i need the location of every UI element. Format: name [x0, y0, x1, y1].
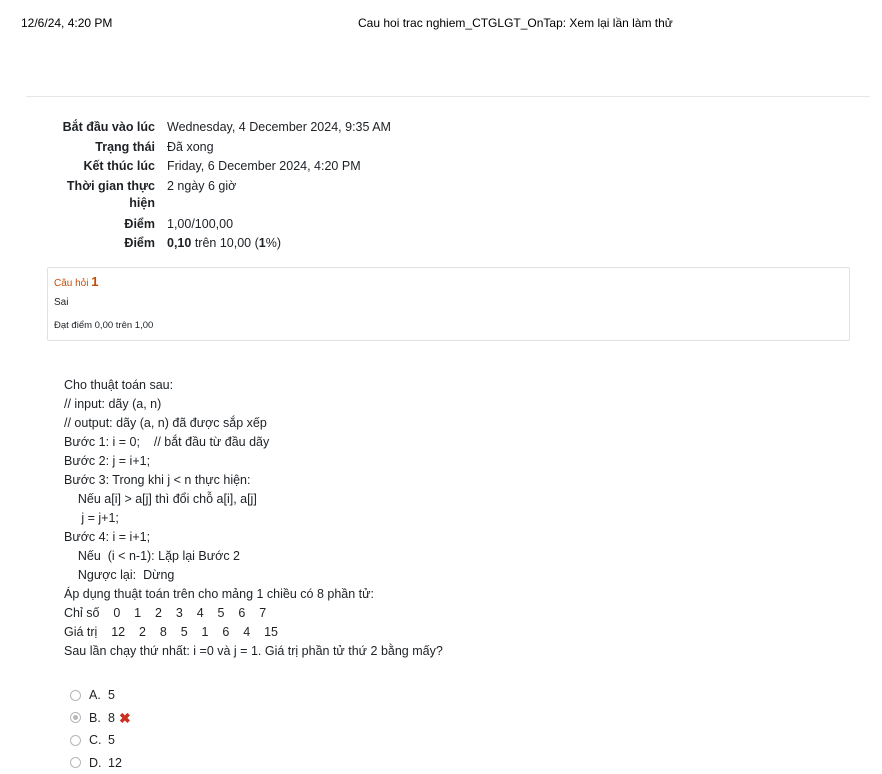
- summary-row-marks: [40, 215, 427, 235]
- question-state: Sai: [54, 297, 68, 308]
- summary-label: Bắt đầu vào lúc: [40, 118, 167, 138]
- question-text-line: Nếu (i < n-1): Lặp lại Bước 2: [64, 547, 443, 566]
- grade-percent: 1: [259, 236, 266, 250]
- summary-value: 1,00/100,00: [167, 215, 427, 235]
- question-text-line: // input: dãy (a, n): [64, 395, 443, 414]
- grade-text-end: %): [266, 236, 281, 250]
- question-text-line: Cho thuật toán sau:: [64, 376, 443, 395]
- summary-row-state: [40, 138, 427, 158]
- answer-letter: C.: [89, 733, 108, 747]
- grade-value: 0,10: [167, 236, 191, 250]
- summary-row-started: [40, 118, 427, 138]
- grade-text: trên 10,00 (: [191, 236, 258, 250]
- answer-text: 5: [108, 733, 115, 747]
- question-grade: Đạt điểm 0,00 trên 1,00: [54, 320, 153, 331]
- answer-text: 5: [108, 688, 115, 702]
- answer-text: 8: [108, 711, 115, 725]
- question-text-line: Sau lần chạy thứ nhất: i =0 và j = 1. Giá trị phần tử thứ 2 bằng mấy?: [64, 642, 443, 661]
- header-divider: [26, 96, 870, 97]
- answer-option-b[interactable]: [70, 707, 131, 730]
- answer-letter: B.: [89, 711, 108, 725]
- summary-value: Wednesday, 4 December 2024, 9:35 AM: [167, 118, 427, 138]
- summary-label: Điểm: [40, 234, 167, 254]
- summary-label: Thời gian thực hiện: [40, 177, 167, 215]
- question-text-line: Chỉ số 0 1 2 3 4 5 6 7: [64, 604, 443, 623]
- question-text-line: j = j+1;: [64, 509, 443, 528]
- question-text-line: Bước 4: i = i+1;: [64, 528, 443, 547]
- answer-options: [70, 684, 131, 774]
- answer-text: 12: [108, 756, 122, 770]
- question-text-line: Bước 2: j = i+1;: [64, 452, 443, 471]
- summary-value: [167, 234, 427, 254]
- times-icon: ✖: [119, 711, 131, 725]
- question-text-line: Bước 3: Trong khi j < n thực hiện:: [64, 471, 443, 490]
- summary-label: Điểm: [40, 215, 167, 235]
- radio-button[interactable]: [70, 757, 81, 768]
- question-text-line: // output: dãy (a, n) đã được sắp xếp: [64, 414, 443, 433]
- radio-button-selected[interactable]: [70, 712, 81, 723]
- question-text-line: Bước 1: i = 0; // bắt đầu từ đầu dãy: [64, 433, 443, 452]
- summary-row-grade: [40, 234, 427, 254]
- question-info-box: [47, 267, 850, 341]
- question-number-prefix: Câu hỏi: [54, 278, 91, 289]
- print-date: 12/6/24, 4:20 PM: [21, 16, 112, 30]
- answer-option-d[interactable]: [70, 752, 131, 774]
- print-header: [0, 16, 882, 32]
- answer-letter: D.: [89, 756, 108, 770]
- summary-label: Kết thúc lúc: [40, 157, 167, 177]
- summary-row-duration: [40, 177, 427, 215]
- answer-letter: A.: [89, 688, 108, 702]
- question-text-line: Nếu a[i] > a[j] thì đổi chỗ a[i], a[j]: [64, 490, 443, 509]
- summary-label: Trạng thái: [40, 138, 167, 158]
- print-title: Cau hoi trac nghiem_CTGLGT_OnTap: Xem lại lần làm thử: [358, 16, 673, 30]
- attempt-summary-table: [40, 118, 427, 254]
- question-text-line: Áp dụng thuật toán trên cho mảng 1 chiều có 8 phần tử:: [64, 585, 443, 604]
- radio-button[interactable]: [70, 690, 81, 701]
- question-text-line: Giá trị 12 2 8 5 1 6 4 15: [64, 623, 443, 642]
- question-text: [64, 376, 443, 661]
- summary-row-completed: [40, 157, 427, 177]
- question-number-value: 1: [91, 274, 98, 289]
- summary-value: Friday, 6 December 2024, 4:20 PM: [167, 157, 427, 177]
- question-text-line: Ngược lại: Dừng: [64, 566, 443, 585]
- summary-value: Đã xong: [167, 138, 427, 158]
- question-number: [54, 274, 98, 289]
- answer-option-c[interactable]: [70, 729, 131, 752]
- summary-value: 2 ngày 6 giờ: [167, 177, 427, 215]
- answer-option-a[interactable]: [70, 684, 131, 707]
- radio-button[interactable]: [70, 735, 81, 746]
